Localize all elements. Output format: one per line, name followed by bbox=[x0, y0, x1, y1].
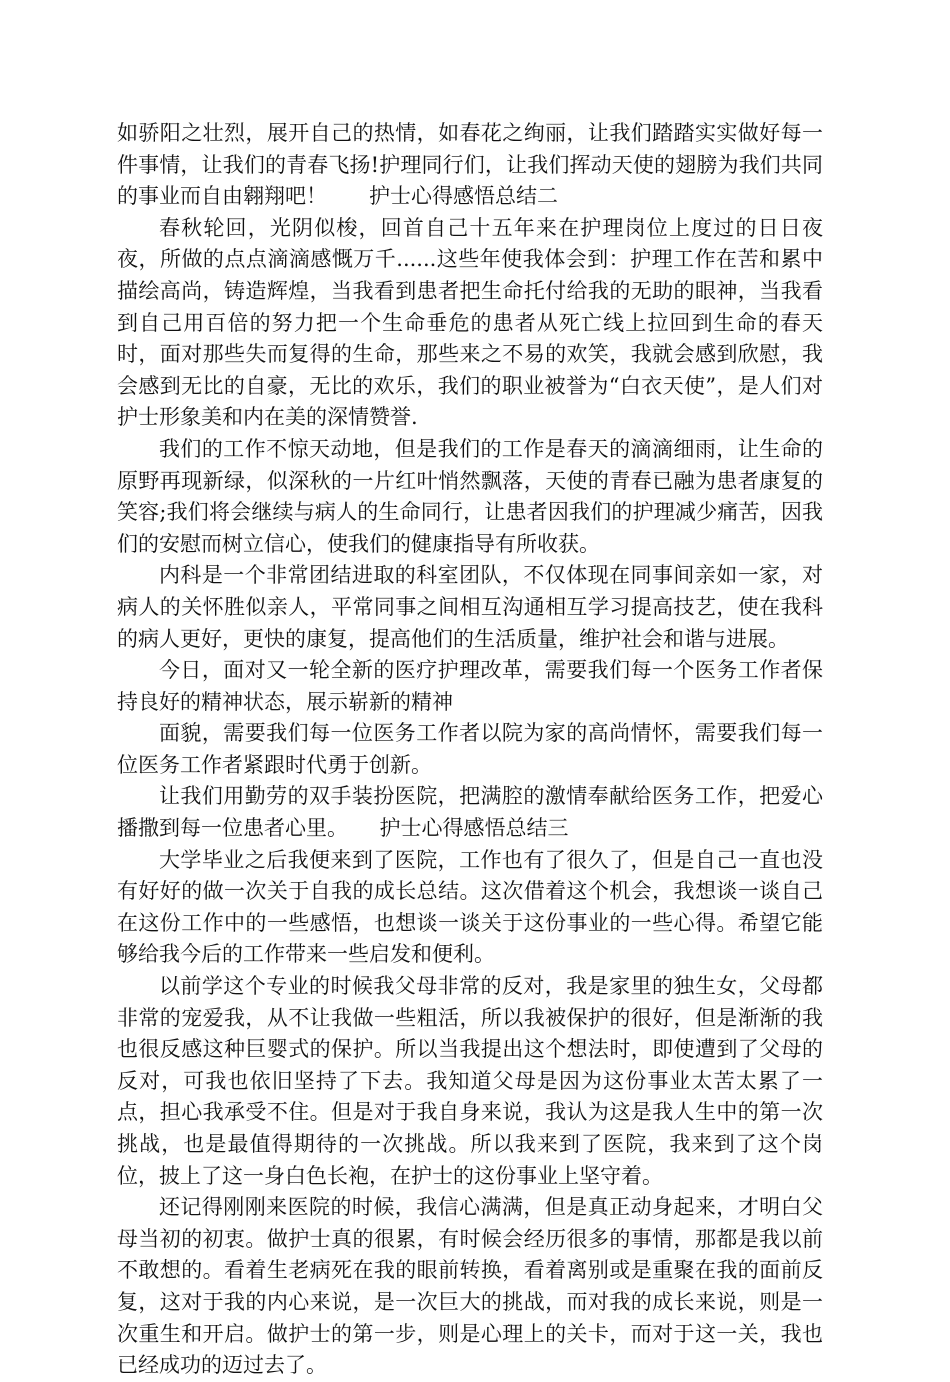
paragraph: 内科是一个非常团结进取的科室团队，不仅体现在同事间亲如一家，对病人的关怀胜似亲人，平常同事之间相互沟通相互学习提高技艺，使在我科的病人更好，更快的康复，提高他们的生活质量，维护社会和谐与进展。 bbox=[117, 563, 823, 651]
paragraph: 面貌，需要我们每一位医务工作者以院为家的高尚情怀，需要我们每一位医务工作者紧跟时代勇于创新。 bbox=[117, 721, 823, 777]
paragraph: 春秋轮回，光阴似梭，回首自己十五年来在护理岗位上度过的日日夜夜，所做的点点滴滴感慨万千......这些年使我体会到：护理工作在苦和累中描绘高尚，铸造辉煌，当我看到患者把生命托付给我的无助的眼神，当我看到自己用百倍的努力把一个生命垂危的患者从死亡线上拉回到生命的春天时，面对那些失而复得的生命，那些来之不易的欢笑，我就会感到欣慰，我会感到无比的自豪，无比的欢乐，我们的职业被誉为“白衣天使”，是人们对护士形象美和内在美的深情赞誉. bbox=[117, 215, 823, 430]
paragraph: 我们的工作不惊天动地，但是我们的工作是春天的滴滴细雨，让生命的原野再现新绿，似深秋的一片红叶悄然飘落，天使的青春已融为患者康复的笑容;我们将会继续与病人的生命同行，让患者因我们的护理减少痛苦，因我们的安慰而树立信心，使我们的健康指导有所收获。 bbox=[117, 436, 823, 556]
paragraph: 如骄阳之壮烈，展开自己的热情，如春花之绚丽，让我们踏踏实实做好每一件事情，让我们的青春飞扬!护理同行们，让我们挥动天使的翅膀为我们共同的事业而自由翱翔吧！ 护士心得感悟总结二 bbox=[117, 121, 823, 209]
paragraph: 让我们用勤劳的双手装扮医院，把满腔的激情奉献给医务工作，把爱心播撒到每一位患者心里。 护士心得感悟总结三 bbox=[117, 784, 823, 841]
document-body bbox=[117, 118, 823, 1382]
paragraph: 今日，面对又一轮全新的医疗护理改革，需要我们每一个医务工作者保持良好的精神状态，展示崭新的精神 bbox=[117, 658, 823, 714]
paragraph: 还记得刚刚来医院的时候，我信心满满，但是真正动身起来，才明白父母当初的初衷。做护士真的很累，有时候会经历很多的事情，那都是我以前不敢想的。看着生老病死在我的眼前转换，看着离别或是重聚在我的面前反复，这对于我的内心来说，是一次巨大的挑战，而对我的成长来说，则是一次重生和开启。做护士的第一步，则是心理上的关卡，而对于这一关，我也已经成功的迈过去了。 bbox=[117, 1195, 823, 1378]
paragraph: 以前学这个专业的时候我父母非常的反对，我是家里的独生女，父母都非常的宠爱我，从不让我做一些粗活，所以我被保护的很好，但是渐渐的我也很反感这种巨婴式的保护。所以当我提出这个想法时，即使遭到了父母的反对，可我也依旧坚持了下去。我知道父母是因为这份事业太苦太累了一点，担心我承受不住。但是对于我自身来说，我认为这是我人生中的第一次挑战，也是最值得期待的一次挑战。所以我来到了医院，我来到了这个岗位，披上了这一身白色长袍，在护士的这份事业上坚守着。 bbox=[117, 974, 823, 1188]
paragraph: 大学毕业之后我便来到了医院，工作也有了很久了，但是自己一直也没有好好的做一次关于自我的成长总结。这次借着这个机会，我想谈一谈自己在这份工作中的一些感悟，也想谈一谈关于这份事业的一些心得。希望它能够给我今后的工作带来一些启发和便利。 bbox=[117, 847, 823, 967]
